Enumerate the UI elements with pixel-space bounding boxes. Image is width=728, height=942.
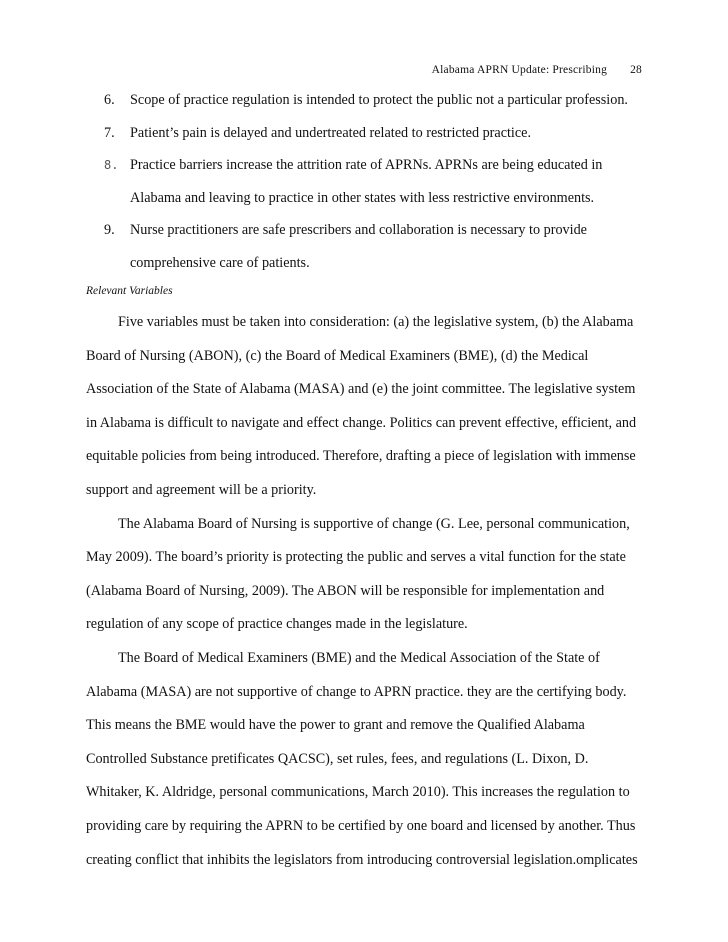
list-item-text: Scope of practice regulation is intended to protect the public not a particular profession. bbox=[130, 92, 628, 108]
list-item-9 bbox=[104, 214, 664, 279]
list-item-text: Patient’s pain is delayed and undertreated related to restricted practice. bbox=[130, 124, 532, 141]
paragraph-line: creating conflict that inhibits the legislators from introducing controversial legislation.omplicates bbox=[86, 851, 638, 868]
list-item-6 bbox=[104, 84, 664, 117]
paragraph-line: The Alabama Board of Nursing is supportive of change (G. Lee, personal communication, bbox=[118, 515, 630, 532]
running-title: Alabama APRN Update: Prescribing bbox=[431, 64, 608, 76]
paragraph-line: Five variables must be taken into consideration: (a) the legislative system, (b) the Alabama bbox=[118, 314, 634, 330]
paragraph-line: Board of Nursing (ABON), (c) the Board of Medical Examiners (BME), (d) the Medical bbox=[86, 347, 589, 364]
body-text bbox=[86, 306, 646, 877]
paragraph-line: equitable policies from being introduced. Therefore, drafting a piece of legislation with immense bbox=[86, 448, 636, 465]
paragraph-line: The Board of Medical Examiners (BME) and the Medical Association of the State of bbox=[118, 649, 600, 666]
list-item-text: comprehensive care of patients. bbox=[130, 254, 310, 271]
paragraph-line: regulation of any scope of practice changes made in the legislature. bbox=[86, 616, 468, 633]
list-item-7 bbox=[104, 117, 664, 150]
paragraph-line: Association of the State of Alabama (MASA) and (e) the joint committee. The legislative system bbox=[86, 381, 636, 398]
paragraph-line: Whitaker, K. Aldridge, personal communications, March 2010). This increases the regulation to bbox=[86, 784, 630, 801]
list-number: 7. bbox=[104, 124, 115, 141]
section-heading: Relevant Variables bbox=[86, 285, 173, 297]
paragraph-line: This means the BME would have the power to grant and remove the Qualified Alabama bbox=[86, 717, 585, 734]
paragraph-line: providing care by requiring the APRN to be certified by one board and licensed by another. Thus bbox=[86, 817, 636, 834]
list-number: 9. bbox=[104, 222, 115, 239]
list-number: 6. bbox=[104, 92, 115, 108]
paragraph-line: Alabama (MASA) are not supportive of change to APRN practice. they are the certifying body. bbox=[86, 683, 627, 700]
page-number: 28 bbox=[630, 64, 642, 76]
list-item-8 bbox=[104, 149, 664, 214]
paragraph-line: in Alabama is difficult to navigate and effect change. Politics can prevent effective, efficient, and bbox=[86, 414, 637, 431]
list-number: 8. bbox=[104, 158, 119, 173]
paragraph-line: support and agreement will be a priority. bbox=[86, 481, 317, 498]
paragraph-line: Controlled Substance pretificates QACSC), set rules, fees, and regulations (L. Dixon, D. bbox=[86, 750, 589, 767]
numbered-list bbox=[104, 84, 664, 280]
list-item-text: Practice barriers increase the attrition rate of APRNs. APRNs are being educated in bbox=[130, 157, 603, 174]
paragraph-line: May 2009). The board’s priority is protecting the public and serves a vital function for the state bbox=[86, 549, 626, 566]
list-item-text: Alabama and leaving to practice in other states with less restrictive environments. bbox=[130, 189, 595, 206]
list-item-text: Nurse practitioners are safe prescribers and collaboration is necessary to provide bbox=[130, 222, 587, 239]
paragraph-line: (Alabama Board of Nursing, 2009). The ABON will be responsible for implementation and bbox=[86, 582, 605, 599]
running-head bbox=[432, 64, 642, 76]
